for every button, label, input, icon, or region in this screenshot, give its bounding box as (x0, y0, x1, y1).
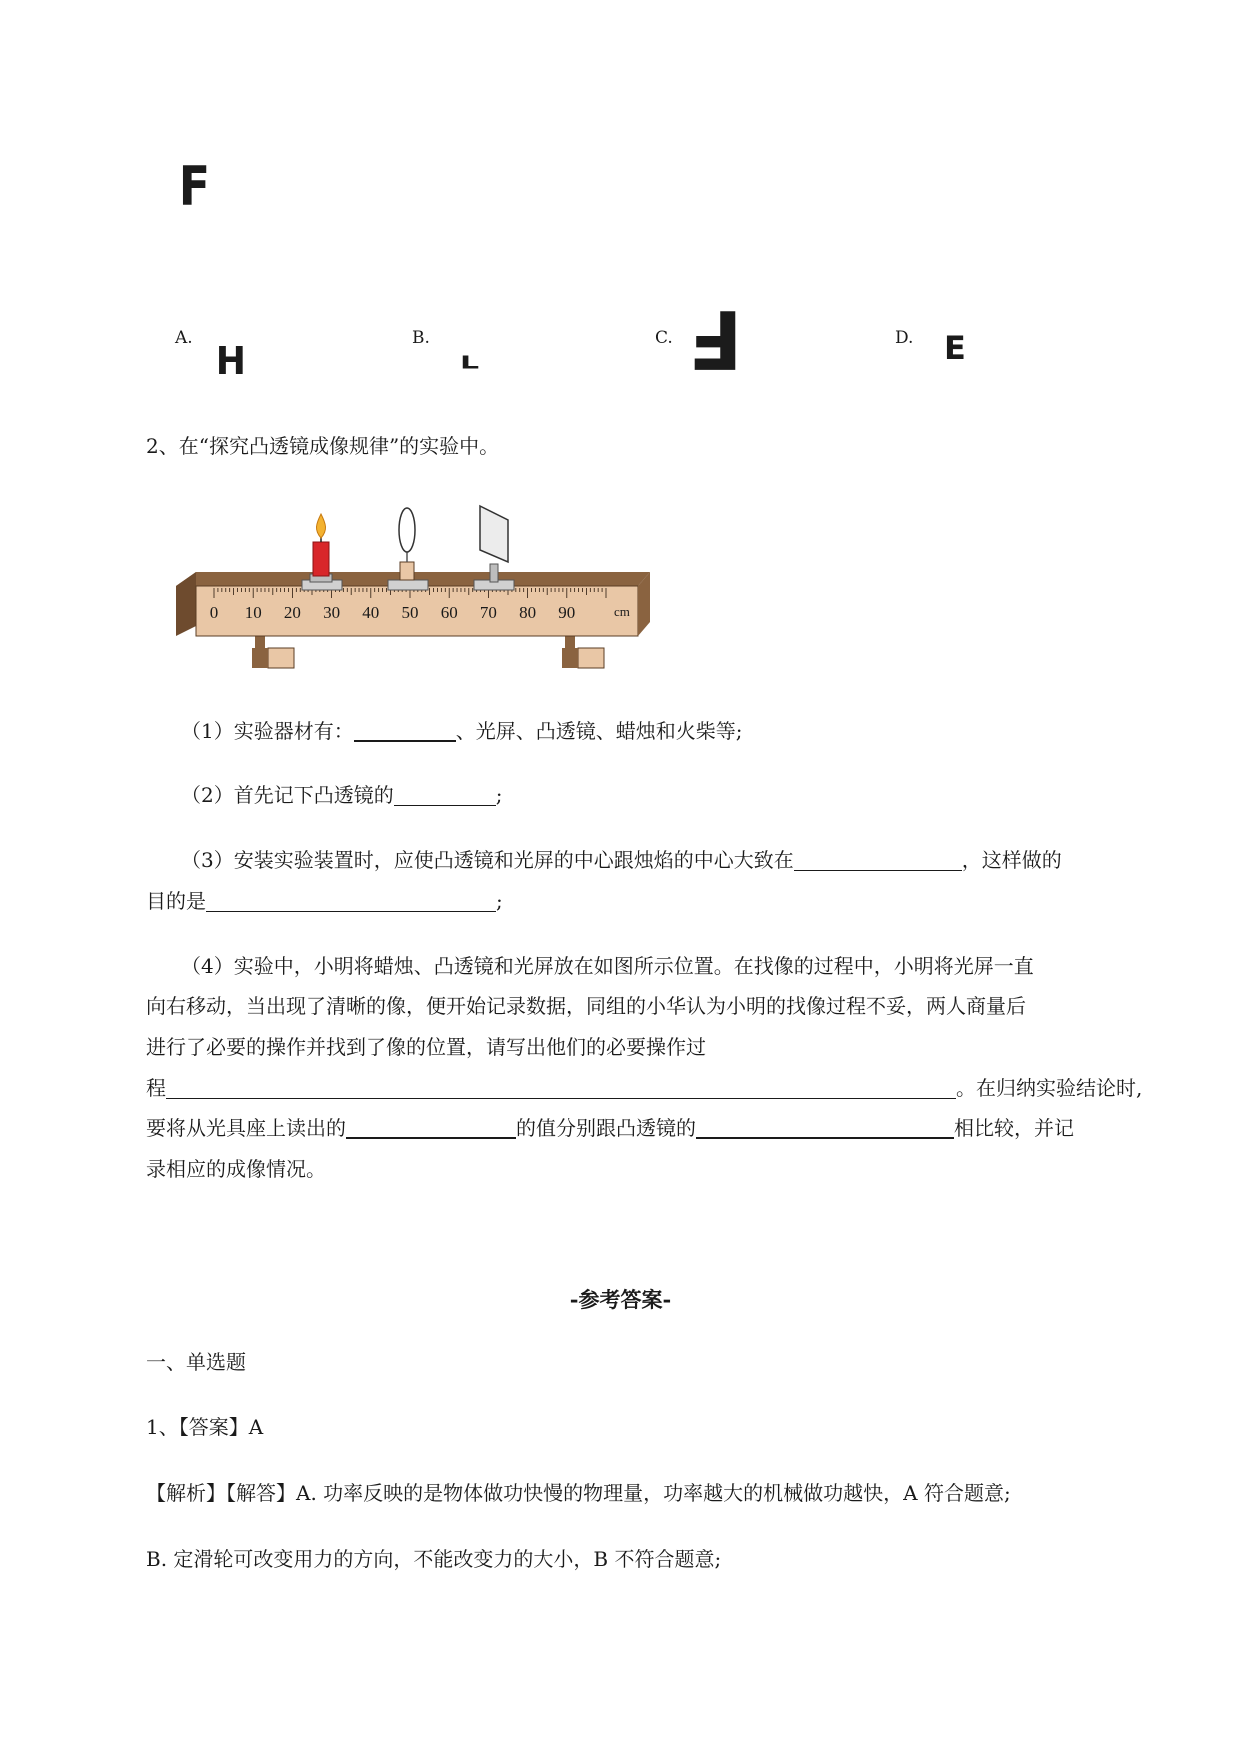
candle-flame (316, 514, 325, 538)
letter-f-glyph: F (178, 155, 211, 218)
left-foot (268, 648, 294, 668)
ruler-tick-label: 30 (323, 603, 341, 622)
part-4-blank-2[interactable] (346, 1115, 516, 1139)
part-4-text-5b: 的值分别跟凸透镜的 (516, 1116, 696, 1140)
option-a-image (215, 339, 247, 383)
option-b-image (460, 342, 479, 372)
bench-end (176, 572, 196, 636)
part-4-text-4a: 程 (146, 1076, 166, 1100)
ruler-tick-label: 50 (401, 603, 419, 622)
part-1-text-b: 、光屏、凸透镜、蜡烛和火柴等; (455, 719, 743, 743)
light-screen (480, 506, 508, 562)
part-4-line-6: 录相应的成像情况。 (146, 1157, 326, 1181)
option-d-label: D. (895, 328, 914, 348)
part-3-line-1 (181, 846, 1062, 874)
part-4-blank-1[interactable] (166, 1076, 956, 1099)
part-3-text-d: ; (496, 889, 503, 913)
part-3-text-c: 目的是 (146, 889, 206, 913)
ruler-tick-label: 10 (244, 603, 262, 622)
ruler-tick-label: 20 (283, 603, 301, 622)
part-4-line-5 (146, 1114, 1074, 1142)
part-4-text-5c: 相比较，并记 (954, 1116, 1074, 1140)
option-c-label: C. (655, 328, 673, 348)
option-d-image (944, 329, 966, 367)
lens-holder-base (388, 580, 428, 590)
answer-1-analysis: 【解析】【解答】A. 功率反映的是物体做功快慢的物理量，功率越大的机械做功越快，A 符合题意; (146, 1481, 1011, 1505)
ruler-tick-label: 0 (209, 603, 219, 622)
part-3-blank-2[interactable] (206, 889, 496, 912)
ruler-tick-label: 70 (479, 603, 497, 622)
option-c-glyph: F (688, 292, 743, 385)
part-4-line-3: 进行了必要的操作并找到了像的位置，请写出他们的必要操作过 (146, 1035, 706, 1059)
part-2-text-a: （2）首先记下凸透镜的 (181, 783, 394, 807)
candle-body (313, 542, 329, 576)
part-3-line-2 (146, 887, 503, 915)
screen-post (490, 564, 498, 582)
part-4-line-4 (146, 1074, 1142, 1102)
answers-section-title: 一、单选题 (146, 1350, 246, 1374)
ruler-unit-label: cm (614, 604, 630, 619)
part-1-text-a: （1）实验器材有： (181, 719, 354, 743)
option-c-image (688, 292, 743, 385)
option-b-label: B. (412, 328, 430, 348)
part-3-text-a: （3）安装实验装置时，应使凸透镜和光屏的中心跟烛焰的中心大致在 (181, 848, 794, 872)
part-2 (181, 781, 502, 809)
part-4-text-5a: 要将从光具座上读出的 (146, 1116, 346, 1140)
optical-bench-figure (170, 500, 660, 672)
ruler-tick-label: 60 (440, 603, 458, 622)
part-4-line-2: 向右移动，当出现了清晰的像，便开始记录数据，同组的小华认为小明的找像过程不妥，两人商量后 (146, 994, 1026, 1018)
ruler-tick-label: 80 (519, 603, 537, 622)
right-foot (578, 648, 604, 668)
ruler-tick-label: 40 (362, 603, 380, 622)
option-b-glyph: L (460, 352, 480, 374)
option-d-glyph: E (944, 329, 966, 367)
option-a-glyph: H (215, 339, 247, 383)
lens-post (400, 562, 414, 580)
part-4-text-4b: 。在归纳实验结论时, (956, 1076, 1143, 1100)
right-foot-side (562, 648, 578, 668)
answers-heading: -参考答案- (569, 1287, 672, 1312)
answer-1: 1、【答案】A (146, 1415, 264, 1439)
part-4-blank-3[interactable] (696, 1115, 954, 1139)
part-3-text-b: ，这样做的 (961, 848, 1062, 872)
question-2-title: 2、在“探究凸透镜成像规律”的实验中。 (146, 434, 500, 458)
part-3-blank-1[interactable] (794, 848, 962, 871)
figure-letter-f (176, 155, 213, 218)
option-a-label: A. (175, 328, 193, 348)
part-2-text-b: ; (495, 783, 503, 807)
part-1-blank[interactable] (354, 718, 456, 742)
convex-lens (399, 508, 415, 552)
part-4-line-1: （4）实验中，小明将蜡烛、凸透镜和光屏放在如图所示位置。在找像的过程中，小明将光屏一直 (181, 954, 1034, 978)
answer-1-option-b: B. 定滑轮可改变用力的方向，不能改变力的大小，B 不符合题意; (146, 1547, 722, 1571)
part-1 (181, 717, 742, 745)
part-2-blank[interactable] (394, 783, 496, 806)
ruler-tick-label: 90 (558, 603, 576, 622)
left-foot-side (252, 648, 268, 668)
